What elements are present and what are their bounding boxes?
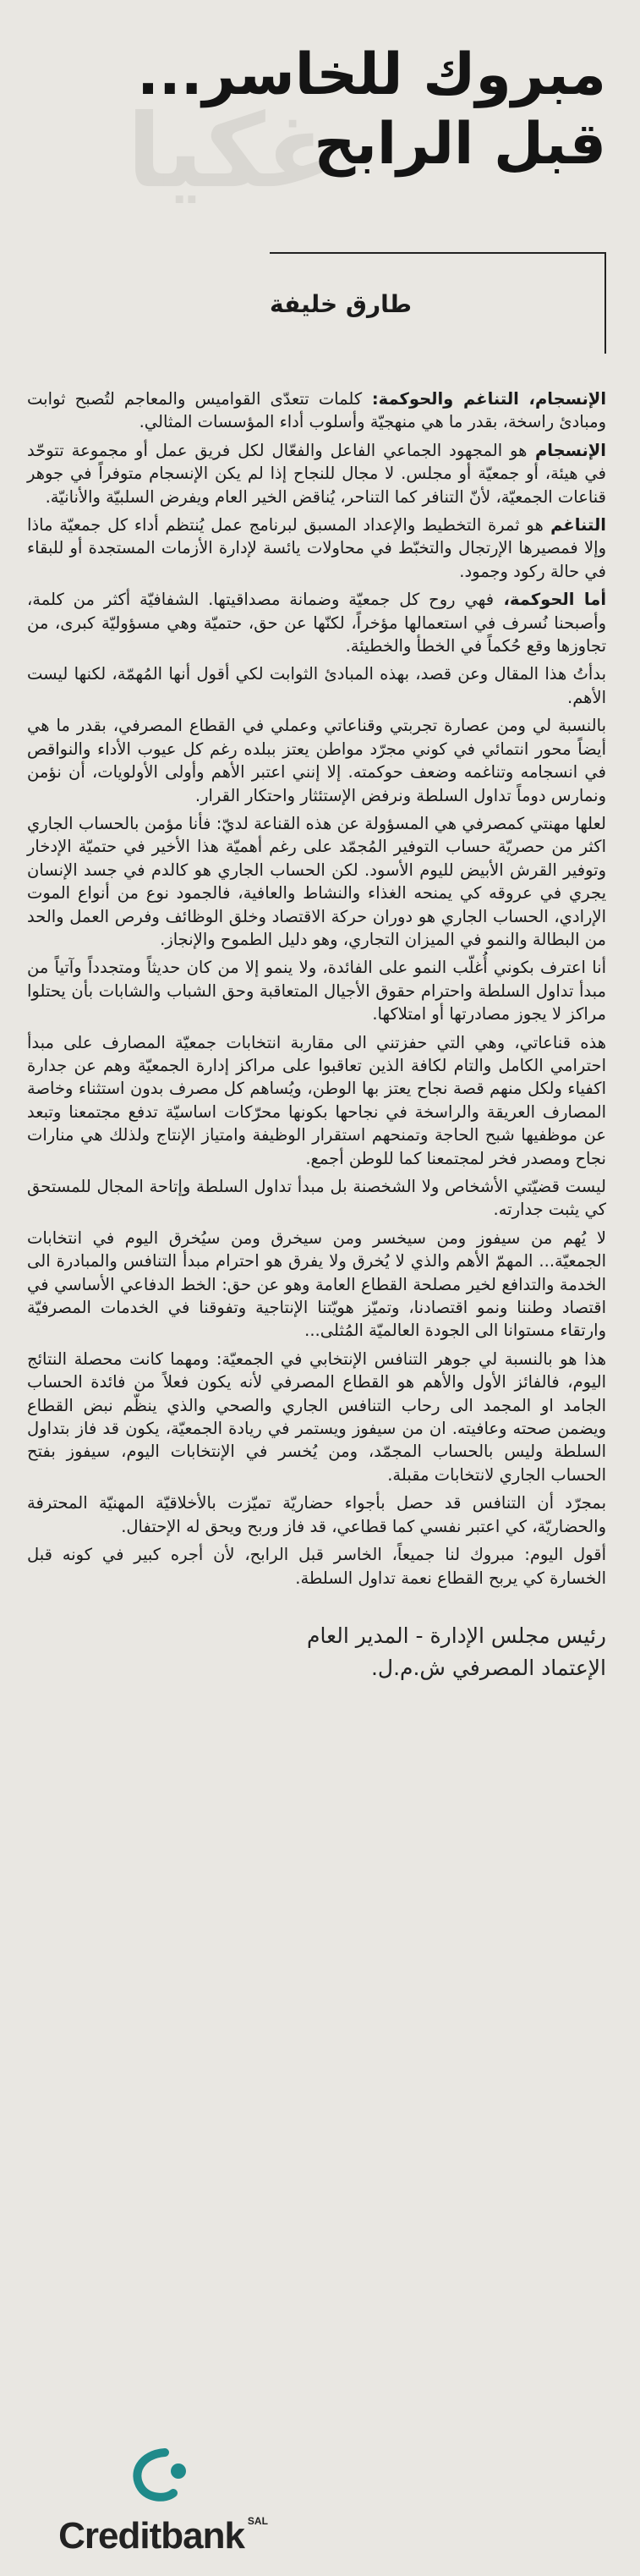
article-paragraph	[27, 1227, 606, 1343]
paragraph-text: فهي روح كل جمعيّة وضمانة مصداقيتها. الشفافيّة أكثر من كلمة، وأصبحنا نُسرف في استعمالها مؤخراً، لكنّها عن حق، حتميّة وهي مسؤوليّة كبرى، من تجاوزها وقع حُكماً في الخطأ والخطيئة.	[27, 590, 606, 656]
article-paragraph	[27, 812, 606, 951]
creditbank-emblem-icon	[112, 2447, 214, 2515]
article-paragraph	[27, 714, 606, 807]
article-paragraph	[27, 1491, 606, 1538]
article-page	[0, 41, 640, 2576]
background-watermark: ﻏﻜﻴﺎ	[127, 93, 335, 211]
paragraph-text: بالنسبة لي ومن عصارة تجربتي وقناعاتي وعملي في القطاع المصرفي، بقدر ما هي أيضاً محور انتمائي في كوني مجرّد مواطن يعتز ببلده رغم كل عيوب الأداء والنواقص في انسجامه وتناغمه وضعف حوكمته. إلا إنني اعتبر الأهم وأولى الأولويات، أن نؤمن ونمارس دوماً تداول السلطة ونرفض الإستئثار واحتكار القرار.	[27, 716, 606, 805]
paragraph-text: بمجرّد أن التنافس قد حصل بأجواء حضاريّة تميّزت بالأخلاقيّة المهنيّة المحترفة والحضاريّة، كي اعتبر نفسي كما قطاعي، قد فاز وربح ويحق له الإحتفال.	[27, 1493, 606, 1536]
article-paragraph	[27, 439, 606, 508]
article-paragraph	[27, 514, 606, 583]
paragraph-text: هذه قناعاتي، وهي التي حفزتني الى مقاربة انتخابات جمعيّة المصارف على مبدأ احترامي الكامل والتام لكافة الذين تعاقبوا على مراكز إدارة الجمعيّة وهم عن جدارة اكفياء ولكل منهم قصة نجاح يعتز بها الوطن، ويُساهم كل مصرف بدون استثناء وخاصة المصارف العريقة والراسخة في نجاحها بكونها محرّكات اساسيّة تدفع مجتمعنا وتبعد عن موظفيها شبح الحاجة وتمنحهم استقرار الوظيفة وامتياز الإنتاج ولذلك هي منارات نجاح ومصدر فخر لمجتمعنا كما للوطن أجمع.	[27, 1032, 606, 1168]
paragraph-text: أقول اليوم: مبروك لنا جميعاً، الخاسر قبل الرابح، لأن أجره كبير في كونه قبل الخسارة كي يربح القطاع نعمة تداول السلطة.	[27, 1545, 606, 1588]
article-paragraph	[27, 956, 606, 1025]
headline	[27, 41, 606, 179]
paragraph-text: ليست قضيّتي الأشخاص ولا الشخصنة بل مبدأ تداول السلطة وإتاحة المجال للمستحق كي يثبت جدارته.	[27, 1177, 606, 1220]
article-body	[27, 387, 606, 1590]
paragraph-text: لعلها مهنتي كمصرفي هي المسؤولة عن هذه القناعة لديّ: فأنا مؤمن بالحساب الجاري اكثر من حصريّة حساب التوفير المُجمّد على رغم أهميّة هذا الأخير في حتميّة الإدخار وتوفير القرش الأبيض لليوم الأسود. لكن الحساب الجاري هو كالدم في جسد الإنسان يجري في عروقه كي يمنحه الغذاء والنشاط والعافية، فالجمود نوع من أنواع الموت الإرادي، الحساب الجاري هو دوران حركة الاقتصاد وخلق الوظائف وفرص العمل والحد من البطالة والنمو في الميزان التجاري، وهو دليل الطموح والإنجاز.	[27, 813, 606, 949]
paragraph-lead: أما الحوكمة،	[494, 590, 607, 610]
article-paragraph	[27, 662, 606, 709]
headline-line-1: مبروك للخاسر...	[137, 41, 606, 108]
paragraph-lead: الإنسجام، التناغم والحوكمة:	[362, 389, 606, 409]
logo-wordmark	[58, 2515, 268, 2557]
author-byline	[270, 252, 606, 354]
article-paragraph	[27, 1348, 606, 1486]
signature-title: رئيس مجلس الإدارة - المدير العام	[307, 1623, 606, 1648]
paragraph-text: بدأتُ هذا المقال وعن قصد، بهذه المبادئ الثوابت لكي أقول أنها المُهمّة، لكنها ليست الأهم.	[27, 664, 606, 707]
article-paragraph	[27, 588, 606, 657]
creditbank-logo	[41, 2447, 286, 2566]
headline-line-2: قبل الرابح	[314, 111, 606, 178]
article-paragraph	[27, 1543, 606, 1590]
paragraph-text: لا يُهم من سيفوز ومن سيخسر ومن سيخرق ومن سيُخرق اليوم في انتخابات الجمعيّة... المهمّ الأهم والذي لا يُخرق ولا يفرق هو احترام مبدأ التنافس والمبادرة الى الخدمة والتدافع لخير مصلحة القطاع العامة وهو عن حق: الخط الدفاعي الأساسي في اقتصاد وطننا ونمو اقتصادنا، وتميّز هويّتنا الإنتاجية وتفوقنا في الخدمات المصرفيّة وارتقاء مستوانا الى الجودة العالميّة المُثلى...	[27, 1228, 606, 1341]
paragraph-text: أنا اعترف بكوني أُغلّب النمو على الفائدة، ولا ينمو إلا من كان حديثاً ومتجدداً وآتياً من مبدأ تداول السلطة واحترام حقوق الأجيال المتعاقبة وحق الشباب والشابات بأن يحتلوا مراكز لا يجوز مصادرتها أو امتلاكها.	[27, 958, 606, 1024]
logo-text: Creditbank	[58, 2515, 244, 2557]
paragraph-text: كلمات تتعدّى القواميس والمعاجم لتُصبح ثوابت ومبادئ راسخة، بقدر ما هي منهجيّة وأسلوب أداء المؤسسات المثالي.	[27, 389, 606, 432]
paragraph-lead: الإنسجام	[527, 440, 606, 460]
signature-block	[27, 1620, 606, 1684]
paragraph-text: هو ثمرة التخطيط والإعداد المسبق لبرنامج عمل يُنتظم أداء كل جمعيّة ماذا وإلا فمصيرها الإرتجال والتخبّط في محاولات يائسة لإدارة الأزمات المستجدة أو للبقاء في حالة ركود وجمود.	[27, 515, 606, 581]
article-paragraph	[27, 1031, 606, 1170]
paragraph-lead: التناغم	[543, 515, 606, 536]
article-paragraph	[27, 387, 606, 434]
signature-company: الإعتماد المصرفي ش.م.ل.	[370, 1655, 606, 1680]
paragraph-text: هذا هو بالنسبة لي جوهر التنافس الإنتخابي في الجمعيّة: ومهما كانت محصلة النتائج اليوم، فالفائز الأول والأهم هو القطاع المصرفي لأنه يكون فعلاً من فائدة الحساب الجامد او المجمد الى رحاب التنافس الجاري والصحي والذي ينظّم نبض القطاع ويضمن صحته وعافيته. ان من سيفوز ويستمر في ريادة الجمعيّة، يكون قد فاز بتداول السلطة وليس بالحساب المجمّد، ومن يُخسر في الإنتخابات اليوم، سيفوز بفتح الحساب الجاري لانتخابات مقبلة.	[27, 1348, 606, 1485]
article-paragraph	[27, 1175, 606, 1222]
paragraph-text: هو المجهود الجماعي الفاعل والفعّال لكل فريق عمل أو مجموعة تتوحّد في هيئة، أو جمعيّة أو مجلس. لا مجال للنجاح إذا لم يكن الإنسجام متوفراً في جوهر قناعات الجمعيّة، لأنّ التنافر كما التناحر، يُناقض الخير العام ويفرض السلبيّة والأنانيّة.	[27, 440, 606, 507]
logo-suffix: SAL	[247, 2515, 268, 2527]
author-name: طارق خليفة	[270, 289, 412, 318]
